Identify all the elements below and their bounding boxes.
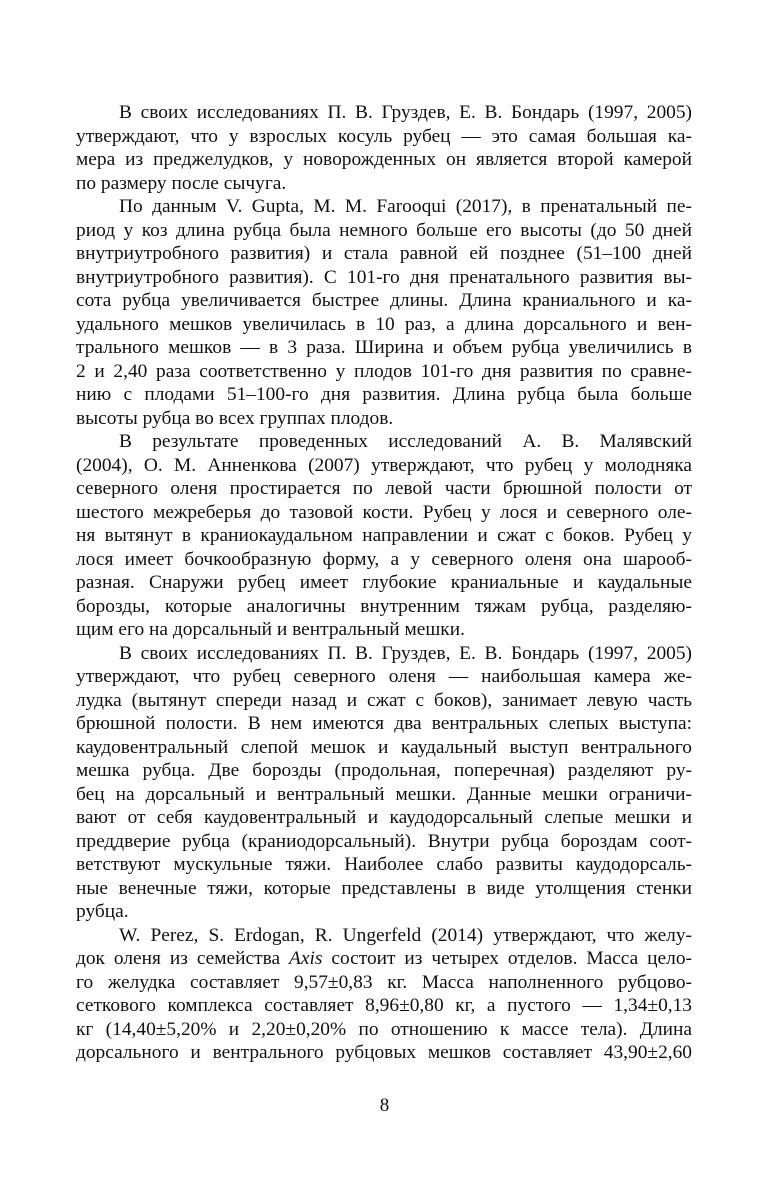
text-line: сеткового комплекса составляет 8,96±0,80 кг, а пустого — 1,34±0,13 bbox=[76, 995, 692, 1016]
text-line: внутриутробного развития). С 101-го дня пренатального развития вы- bbox=[76, 266, 692, 288]
text-line: В своих исследованиях П. В. Груздев, Е. В. Бондарь (1997, 2005) bbox=[119, 102, 692, 123]
text-line: брюшной полости. В нем имеются два вентральных слепых выступа: bbox=[76, 713, 692, 734]
text-line: лудка (вытянут спереди назад и сжат с боков), занимает левую часть bbox=[76, 689, 692, 711]
text-line: ные венечные тяжи, которые представлены в виде утолщения стенки bbox=[76, 877, 692, 899]
paragraph-1 bbox=[76, 101, 692, 195]
text-line: по размеру после сычуга. bbox=[76, 172, 287, 194]
text-line-with-italic: док оленя из семейства Axis состоит из четырех отделов. Масса цело- bbox=[76, 948, 692, 969]
text-line: По данным V. Gupta, M. M. Farooqui (2017), в пренатальный пе- bbox=[119, 196, 692, 217]
text-line: В результате проведенных исследований А. В. Малявский bbox=[119, 431, 692, 452]
paragraph-3 bbox=[76, 430, 692, 642]
text-line: W. Perez, S. Erdogan, R. Ungerfeld (2014) утверждают, что желу- bbox=[119, 924, 692, 946]
text-line: го желудка составляет 9,57±0,83 кг. Масса наполненного рубцово- bbox=[76, 971, 692, 993]
paragraph-2 bbox=[76, 195, 692, 430]
text-line: лося имеет бочкообразную форму, а у северного оленя она шарооб- bbox=[76, 548, 692, 570]
text-line: 2 и 2,40 раза соответственно у плодов 101-го дня развития по сравне- bbox=[76, 360, 692, 382]
text-line: утверждают, что рубец северного оленя — наибольшая камера же- bbox=[76, 666, 692, 687]
text-line: внутриутробного развития) и стала равной ей позднее (51–100 дней bbox=[76, 243, 692, 264]
text-line: нию с плодами 51–100-го дня развития. Длина рубца была больше bbox=[76, 384, 692, 405]
text-line: утверждают, что у взрослых косуль рубец — это самая большая ка- bbox=[76, 125, 692, 147]
text-line: разная. Снаружи рубец имеет глубокие краниальные и каудальные bbox=[76, 572, 692, 593]
paragraph-5 bbox=[76, 924, 692, 1065]
text-line: каудовентральный слепой мешок и каудальный выступ вентрального bbox=[76, 736, 692, 758]
text-line: рубца. bbox=[76, 901, 129, 922]
text-line: северного оленя простирается по левой части брюшной полости от bbox=[76, 478, 692, 499]
text-line: дорсального и вентрального рубцовых мешков составляет 43,90±2,60 bbox=[76, 1042, 692, 1063]
text-line: сота рубца увеличивается быстрее длины. Длина краниального и ка- bbox=[76, 290, 692, 311]
text-line: вают от себя каудовентральный и каудодорсальный слепые мешки и bbox=[76, 807, 692, 828]
text-line: удального мешков увеличилась в 10 раз, а длина дорсального и вен- bbox=[76, 313, 692, 335]
text-line: В своих исследованиях П. В. Груздев, Е. В. Бондарь (1997, 2005) bbox=[119, 642, 692, 664]
text-line: трального мешков — в 3 раза. Ширина и объем рубца увеличились в bbox=[76, 337, 692, 358]
text-line: высоты рубца во всех группах плодов. bbox=[76, 407, 394, 429]
document-page bbox=[76, 101, 692, 1065]
text-line: бец на дорсальный и вентральный мешки. Данные мешки ограничи- bbox=[76, 783, 692, 805]
text-line: риод у коз длина рубца была немного больше его высоты (до 50 дней bbox=[76, 219, 692, 241]
text-line: щим его на дорсальный и вентральный мешки. bbox=[76, 619, 465, 640]
text-line: мера из преджелудков, у новорожденных он является второй камерой bbox=[76, 149, 692, 170]
text-line: ветствуют мускульные тяжи. Наиболее слабо развиты каудодорсаль- bbox=[76, 854, 692, 875]
text-line: преддверие рубца (краниодорсальный). Внутри рубца бороздам соот- bbox=[76, 830, 692, 852]
italic-genus-name: Axis bbox=[289, 948, 323, 969]
text-line: борозды, которые аналогичны внутренним тяжам рубца, разделяю- bbox=[76, 595, 692, 617]
text-line: шестого межреберья до тазовой кости. Рубец у лося и северного оле- bbox=[76, 501, 692, 523]
text-line: ня вытянут в краниокаудальном направлении и сжат с боков. Рубец у bbox=[76, 525, 692, 546]
text-line: кг (14,40±5,20% и 2,20±0,20% по отношению к массе тела). Длина bbox=[76, 1018, 692, 1040]
paragraph-4 bbox=[76, 642, 692, 924]
text-line: (2004), О. М. Анненкова (2007) утверждают, что рубец у молодняка bbox=[76, 454, 692, 476]
text-line: мешка рубца. Две борозды (продольная, поперечная) разделяют ру- bbox=[76, 760, 692, 781]
page-number: 8 bbox=[379, 1095, 390, 1116]
